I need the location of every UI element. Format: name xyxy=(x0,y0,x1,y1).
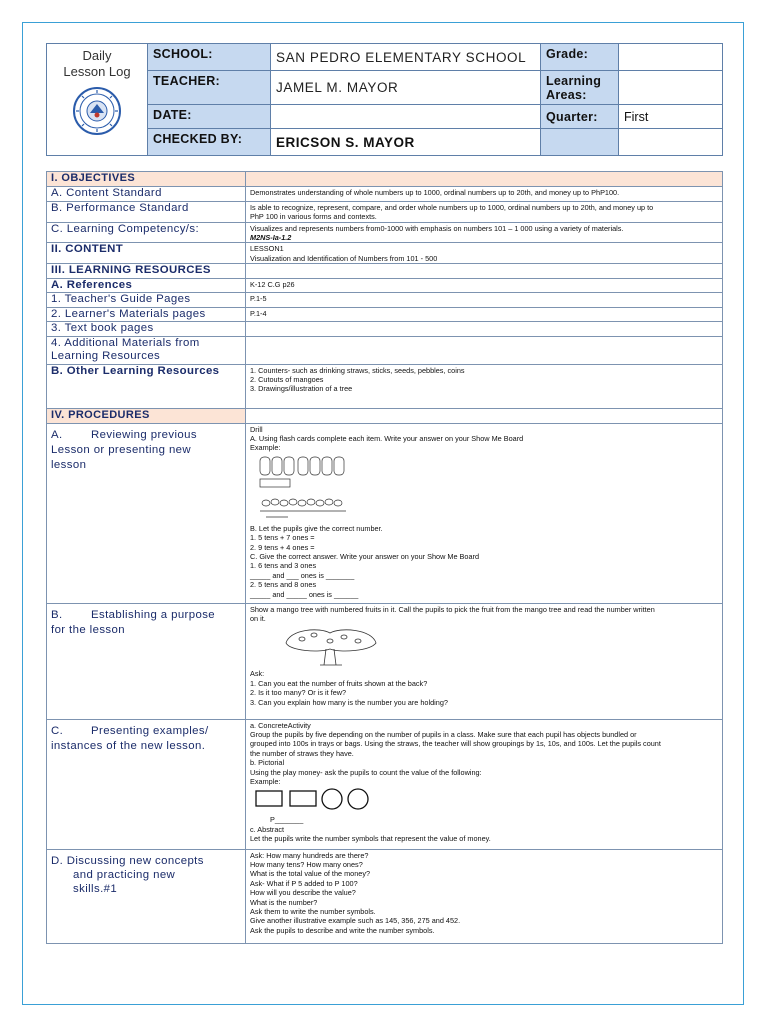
objectives-heading-row xyxy=(47,172,723,187)
title-lesson-log: Lesson Log xyxy=(63,64,131,79)
list-item: 2. Cutouts of mangoes xyxy=(250,375,324,385)
procedure-c-blank: P_______ xyxy=(270,815,304,825)
teachers-guide-label: 1. Teacher's Guide Pages xyxy=(47,293,246,308)
performance-line-1: Is able to recognize, represent, compare, and order whole numbers up to 1000, ordinal numbers up to 20th, and money up to xyxy=(250,202,654,212)
learners-materials-label: 2. Learner's Materials pages xyxy=(47,307,246,322)
grade-value xyxy=(619,44,723,71)
procedure-c-blank-line xyxy=(250,815,718,824)
learning-areas-label xyxy=(541,71,619,105)
grade-label: Grade: xyxy=(541,44,619,71)
content-standard-text: Demonstrates understanding of whole numbers up to 1000, ordinal numbers up to 20th, and money up to PhP100. xyxy=(246,187,723,202)
performance-standard-label: B. Performance Standard xyxy=(47,201,246,222)
procedure-b-text-1: Show a mango tree with numbered fruits in it. Call the pupils to pick the fruit from the mango tree and read the number written xyxy=(250,604,655,614)
flash-card-illustration xyxy=(258,455,348,523)
procedure-d-line2: and practicing new xyxy=(73,868,176,881)
procedure-b-ask: Ask: xyxy=(250,669,265,679)
procedure-d-q9: Ask the pupils to describe and write the number symbols. xyxy=(250,925,435,935)
teacher-value: JAMEL M. MAYOR xyxy=(271,71,541,105)
checked-by-value: ERICSON S. MAYOR xyxy=(271,129,541,156)
procedure-a-line2: Lesson or presenting new xyxy=(51,443,192,456)
date-value xyxy=(271,105,541,129)
additional-materials-value xyxy=(246,336,723,364)
procedure-d-q6: What is the number? xyxy=(250,897,318,907)
teacher-label: TEACHER: xyxy=(148,71,271,105)
competency-label: C. Learning Competency/s: xyxy=(47,222,246,243)
procedures-heading-blank xyxy=(246,408,723,423)
content-text xyxy=(246,243,723,264)
procedure-c-text-3: the number of straws they have. xyxy=(250,748,354,758)
procedure-b-q1: 1. Can you eat the number of fruits shown at the back? xyxy=(250,678,428,688)
procedure-b-q2: 2. Is it too many? Or is it few? xyxy=(250,688,347,698)
additional-line-2: Learning Resources xyxy=(51,350,161,363)
textbook-label: 3. Text book pages xyxy=(47,322,246,337)
procedure-b-label xyxy=(47,603,246,719)
procedure-a-c: C. Give the correct answer. Write your answer on your Show Me Board xyxy=(250,552,480,562)
procedure-a-letter: A. xyxy=(51,428,63,441)
procedures-heading: IV. PROCEDURES xyxy=(47,408,246,423)
list-item: 1. Counters- such as drinking straws, sticks, seeds, pebbles, coins xyxy=(250,365,465,375)
procedure-b-letter: B. xyxy=(51,608,63,621)
title-daily: Daily xyxy=(82,48,112,63)
procedure-b-line1: Establishing a purpose xyxy=(91,608,216,621)
content-standard-label: A. Content Standard xyxy=(47,187,246,202)
procedure-c-pictorial: b. Pictorial xyxy=(250,758,285,768)
performance-line-2: PhP 100 in various forms and contexts. xyxy=(250,211,377,221)
references-value: K-12 C.G p26 xyxy=(246,278,723,293)
school-label: SCHOOL: xyxy=(148,44,271,71)
teachers-guide-value: P.1-5 xyxy=(246,293,723,308)
procedure-a-line3: lesson xyxy=(51,458,87,471)
quarter-label: Quarter: xyxy=(541,105,619,129)
procedure-a-c2: 2. 5 tens and 8 ones xyxy=(250,580,317,590)
procedure-c-text-1: Group the pupils by five depending on the number of pupils in a class. Make sure that each pupil has objects bundled or xyxy=(250,730,637,740)
date-label: DATE: xyxy=(148,105,271,129)
play-money-illustration xyxy=(254,787,378,811)
procedure-b-text-2: on it. xyxy=(250,614,266,624)
procedure-c-abstract: c. Abstract xyxy=(250,824,285,834)
competency-code: M2NS-Ia-1.2 xyxy=(250,232,292,242)
objectives-heading-blank xyxy=(246,172,723,187)
procedure-c-example: Example: xyxy=(250,777,281,787)
procedure-c-label xyxy=(47,719,246,849)
performance-standard-text xyxy=(246,201,723,222)
procedure-d-q4: Ask- What if P 5 added to P 100? xyxy=(250,878,358,888)
procedure-c-letter: C. xyxy=(51,724,64,737)
procedure-a-c1: 1. 6 tens and 3 ones xyxy=(250,561,317,571)
procedure-a-line1: Reviewing previous xyxy=(91,428,197,441)
competency-line: Visualizes and represents numbers from0-1000 with emphasis on numbers 101 – 1 000 using a variety of materials. xyxy=(250,223,624,233)
procedure-d-q7: Ask them to write the number symbols. xyxy=(250,907,376,917)
resources-heading-blank xyxy=(246,264,723,279)
procedure-b-q3: 3. Can you explain how many is the number you are holding? xyxy=(250,697,448,707)
procedure-d-line1: D. Discussing new concepts xyxy=(51,854,204,867)
procedure-c-concrete: a. ConcreteActivity xyxy=(250,720,311,730)
procedure-a-label xyxy=(47,423,246,603)
learning-areas-value xyxy=(619,71,723,105)
learning-label-line2: Areas: xyxy=(546,88,587,102)
textbook-value xyxy=(246,322,723,337)
logo-cell xyxy=(47,44,148,156)
lesson-topic: Visualization and Identification of Numbers from 101 - 500 xyxy=(250,253,438,263)
learners-materials-value: P.1-4 xyxy=(246,307,723,322)
procedure-d-q5: How will you describe the value? xyxy=(250,888,356,898)
quarter-value: First xyxy=(619,105,723,129)
procedure-a-b2: 2. 9 tens + 4 ones = xyxy=(250,542,315,552)
school-value: SAN PEDRO ELEMENTARY SCHOOL xyxy=(271,44,541,71)
objectives-heading: I. OBJECTIVES xyxy=(47,172,246,187)
procedure-d-content xyxy=(246,849,723,943)
procedure-a-content xyxy=(246,423,723,603)
procedure-c-text-2: grouped into 100s in trays or bags. Using the straws, the teacher will show groupings by 1s, 10s, and 100s. Let the pupils count xyxy=(250,739,661,749)
empty-cell-2 xyxy=(619,129,723,156)
references-label: A. References xyxy=(47,278,246,293)
procedure-b-line2: for the lesson xyxy=(51,623,125,636)
procedure-c-content xyxy=(246,719,723,849)
procedure-c-line2: instances of the new lesson. xyxy=(51,739,206,752)
competency-text xyxy=(246,222,723,243)
procedure-a-c1-blank: _____ and ___ ones is _______ xyxy=(250,570,355,580)
procedure-a-b1: 1. 5 tens + 7 ones = xyxy=(250,533,315,543)
other-resources-label: B. Other Learning Resources xyxy=(47,364,246,408)
content-heading: II. CONTENT xyxy=(47,243,246,264)
procedure-d-line3: skills.#1 xyxy=(73,882,118,895)
procedure-a-drill: Drill xyxy=(250,424,263,434)
additional-materials-label xyxy=(47,336,246,364)
lesson-table xyxy=(46,171,723,944)
procedure-a-example: Example: xyxy=(250,443,281,453)
procedure-c-text-4: Using the play money- ask the pupils to count the value of the following: xyxy=(250,767,482,777)
procedure-d-q2: How many tens? How many ones? xyxy=(250,860,363,870)
procedure-c-line1: Presenting examples/ xyxy=(91,724,209,737)
list-item: 3. Drawings/illustration of a tree xyxy=(250,384,353,394)
resources-heading: III. LEARNING RESOURCES xyxy=(47,264,246,279)
learning-label-line1: Learning xyxy=(546,74,602,88)
procedure-a-b: B. Let the pupils give the correct number. xyxy=(250,523,383,533)
procedure-b-content xyxy=(246,603,723,719)
mango-tree-illustration xyxy=(280,625,380,667)
empty-cell-1 xyxy=(541,129,619,156)
procedure-d-q1: Ask: How many hundreds are there? xyxy=(250,850,369,860)
header-table xyxy=(46,43,723,156)
lesson-title: LESSON1 xyxy=(250,244,284,254)
procedure-d-q3: What is the total value of the money? xyxy=(250,869,371,879)
procedure-d-label xyxy=(47,849,246,943)
other-resources-list xyxy=(246,364,723,408)
checked-by-label: CHECKED BY: xyxy=(148,129,271,156)
additional-line-1: 4. Additional Materials from xyxy=(51,336,200,349)
procedure-c-text-5: Let the pupils write the number symbols that represent the value of money. xyxy=(250,834,491,844)
deped-seal-icon xyxy=(72,86,122,136)
procedure-a-c2-blank: _____ and _____ ones is ______ xyxy=(250,589,359,599)
procedure-d-q8: Give another illustrative example such as 145, 356, 275 and 452. xyxy=(250,916,461,926)
procedure-a-instruction: A. Using flash cards complete each item. Write your answer on your Show Me Board xyxy=(250,434,524,444)
